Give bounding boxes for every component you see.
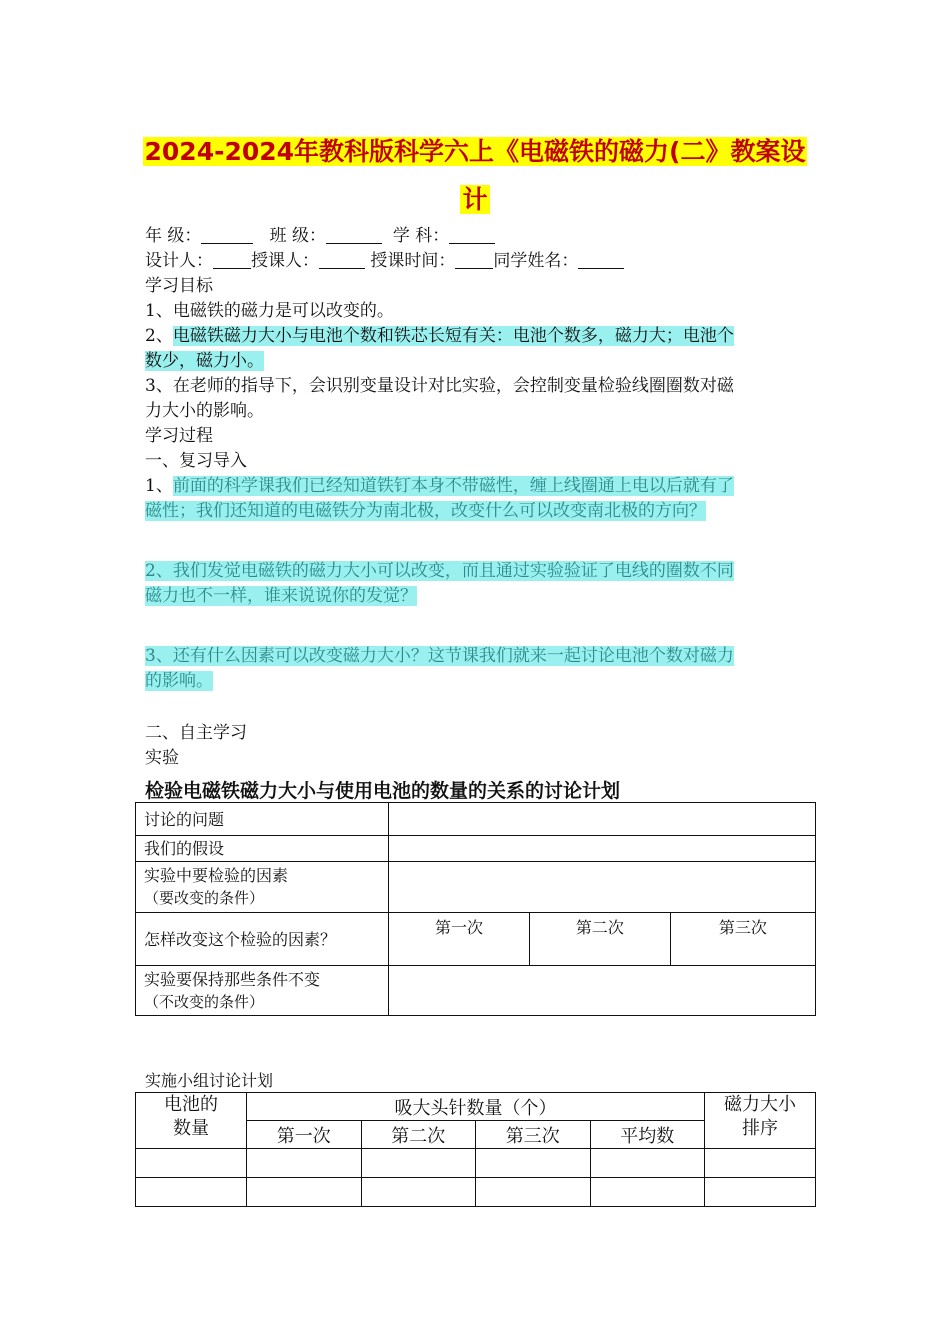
trials-subtable: [389, 913, 815, 965]
table-cell[interactable]: [247, 1178, 362, 1207]
experiment-label: 实验: [145, 748, 179, 768]
table-cell[interactable]: [476, 1149, 591, 1178]
table-cell[interactable]: [590, 1149, 705, 1178]
table-row: [136, 1149, 816, 1178]
hypothesis-cell[interactable]: [389, 836, 816, 862]
table-cell[interactable]: [247, 1149, 362, 1178]
goal-1: 1、电磁铁的磁力是可以改变的。: [145, 301, 394, 321]
change-method-label: 怎样改变这个检验的因素？: [136, 913, 389, 966]
table-cell[interactable]: [590, 1178, 705, 1207]
table-cell[interactable]: [705, 1149, 816, 1178]
goals-heading: 学习目标: [145, 276, 213, 296]
magnetism-rank-header: 磁力大小 排序: [705, 1093, 816, 1149]
table-row: [136, 1178, 816, 1207]
review-item-2: 2、我们发觉电磁铁的磁力大小可以改变，而且通过实验验证了电线的圈数不同: [145, 561, 734, 581]
table-cell[interactable]: [136, 1178, 247, 1207]
trial-1-cell[interactable]: 第一次: [389, 913, 530, 965]
constant-label: 实验要保持那些条件不变 （不改变的条件）: [136, 966, 389, 1016]
plan-table-title: 检验电磁铁磁力大小与使用电池的数量的关系的讨论计划: [145, 780, 621, 802]
table-cell[interactable]: [136, 1149, 247, 1178]
variable-label: 实验中要检验的因素 （要改变的条件）: [136, 862, 389, 913]
designer-blank[interactable]: [213, 250, 251, 269]
pins-header: 吸大头针数量（个）: [247, 1093, 705, 1121]
goal-2: 2、电磁铁磁力大小与电池个数和铁芯长短有关：电池个数多，磁力大；电池个: [145, 326, 734, 346]
question-label: 讨论的问题: [136, 803, 389, 836]
trial-3-cell[interactable]: 第三次: [718, 918, 767, 937]
table-cell[interactable]: [476, 1178, 591, 1207]
table-cell[interactable]: [705, 1178, 816, 1207]
constant-cell[interactable]: [389, 966, 816, 1016]
class-blank[interactable]: [326, 225, 382, 244]
grade-blank[interactable]: [201, 225, 253, 244]
average-header: 平均数: [590, 1121, 705, 1149]
goal-3: 3、在老师的指导下，会识别变量设计对比实验，会控制变量检验线圈圈数对磁: [145, 376, 734, 396]
trial-1-header: 第一次: [247, 1121, 362, 1149]
implementation-table: [135, 1092, 816, 1207]
time-blank[interactable]: [455, 250, 493, 269]
teacher-blank[interactable]: [319, 250, 365, 269]
table-cell[interactable]: [361, 1149, 476, 1178]
implementation-label: 实施小组讨论计划: [145, 1071, 274, 1090]
table-cell[interactable]: [361, 1178, 476, 1207]
process-heading: 学习过程: [145, 426, 213, 446]
document-title: 2024-2024年教科版科学六上《电磁铁的磁力(二》教案设 计: [144, 137, 806, 214]
trial-2-cell[interactable]: 第二次: [530, 913, 671, 965]
battery-count-header: 电池的 数量: [136, 1093, 247, 1149]
review-heading: 一、复习导入: [145, 451, 247, 471]
subject-blank[interactable]: [449, 225, 495, 244]
info-block: 年 级： 班 级： 学 科： 设计人： 授课人： 授课时间： 同学姓名： 学习目标 1、电磁铁的磁力是可以改变的。 2、电磁铁磁力大小与电池个数和铁芯长短有关：电池个数多，磁力大；电池个 数少，磁力小。 3、在老师的指导下，会识别变量设计对比实验，会控制变量检验线圈圈数对磁 力大小的影响。 学习过程 一、复习导入 1、前面的科学课我们已经知道铁钉本身不带磁性，缠上线圈通上电以后就有了 磁性；我们还知道的电磁铁分为南北极，改变什么可以改变南北极的方向？ 2、我们发觉电磁铁的磁力大小可以改变，而且通过实验验证了电线的圈数不同 磁力也不一样，谁来说说你的发觉？ 3、还有什么因素可以改变磁力大小？这节课我们就来一起讨论电池个数对磁力 的影响。 二、自主学习 实验: [145, 224, 810, 771]
hypothesis-label: 我们的假设: [136, 836, 389, 862]
review-item-3: 3、还有什么因素可以改变磁力大小？这节课我们就来一起讨论电池个数对磁力: [145, 646, 734, 666]
review-item-1: 1、前面的科学课我们已经知道铁钉本身不带磁性，缠上线圈通上电以后就有了: [145, 476, 734, 496]
variable-cell[interactable]: [389, 862, 816, 913]
research-plan-table: [135, 802, 816, 1016]
self-study-heading: 二、自主学习: [145, 723, 247, 743]
trial-3-header: 第三次: [476, 1121, 591, 1149]
trial-2-header: 第二次: [361, 1121, 476, 1149]
question-cell[interactable]: [389, 803, 816, 836]
student-name-blank[interactable]: [578, 250, 624, 269]
